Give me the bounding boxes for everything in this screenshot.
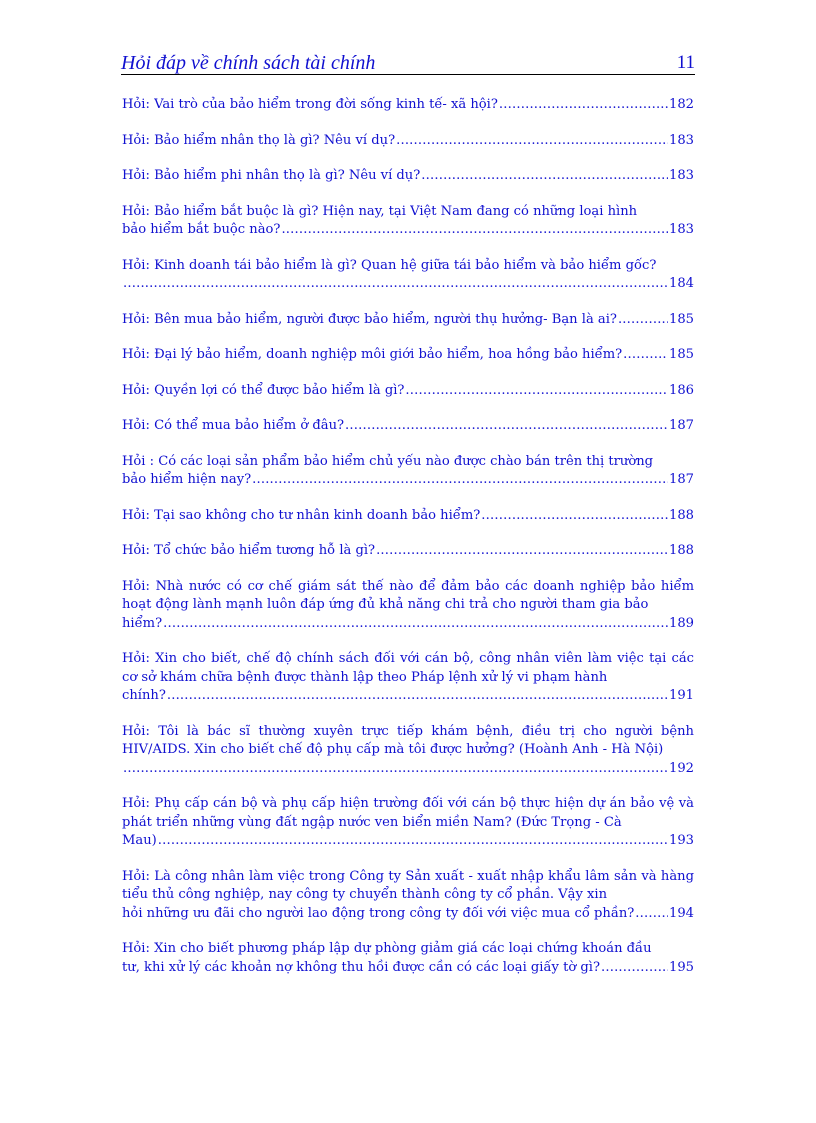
dot-leader: [481, 507, 668, 526]
toc-entry[interactable]: [122, 795, 694, 851]
toc-entry[interactable]: [122, 96, 694, 115]
toc-entry-text: bảo hiểm bắt buộc nào?: [122, 222, 281, 237]
header-title: Hỏi đáp về chính sách tài chính: [121, 52, 376, 74]
dot-leader: [163, 615, 668, 634]
toc-page-number: 194: [669, 905, 694, 921]
toc-entry-line: [122, 132, 694, 151]
toc-page-number: 191: [669, 688, 694, 703]
toc-entry[interactable]: [122, 507, 694, 526]
toc-page-number: 187: [669, 418, 694, 433]
toc-entry[interactable]: [122, 868, 694, 924]
toc-entry-line: [122, 221, 694, 240]
toc-entry[interactable]: [122, 650, 694, 706]
toc-entry-text: Hỏi: Bên mua bảo hiểm, người được bảo hiểm, người thụ hưởng- Bạn là ai?: [122, 311, 617, 327]
toc-page-number: 183: [669, 222, 694, 237]
dot-leader: [635, 905, 668, 924]
toc-entry-text: Hỏi: Bảo hiểm bắt buộc là gì? Hiện nay, tại Việt Nam đang có những loại hình: [122, 203, 638, 219]
toc-page-number: 185: [669, 311, 694, 327]
dot-leader: [252, 471, 668, 490]
toc-entry-line: [122, 832, 694, 851]
toc-entry-text: bảo hiểm hiện nay?: [122, 472, 252, 487]
toc-entry[interactable]: [122, 578, 694, 634]
toc-page-number: 188: [669, 543, 694, 558]
toc-entry[interactable]: [122, 417, 694, 436]
toc-entry-text: Hỏi: Là công nhân làm việc trong Công ty Sản xuất - xuất nhập khẩu lâm sản và hàng tiểu thủ công nghiệp, nay công ty chuyển thành công ty cổ phần. Vậy xin: [122, 868, 694, 902]
dot-leader: [376, 542, 668, 561]
toc-entry-line: [122, 275, 694, 294]
toc-page-number: 183: [669, 168, 694, 183]
toc-entry-line: [122, 687, 694, 706]
toc-entry[interactable]: [122, 346, 694, 365]
header-page-number: 11: [676, 52, 695, 73]
toc-page-number: 183: [669, 132, 694, 148]
toc-entry-line: [122, 382, 694, 401]
toc-entry-text: Hỏi: Tại sao không cho tư nhân kinh doanh bảo hiểm?: [122, 507, 481, 523]
dot-leader: [123, 275, 668, 294]
toc-entry[interactable]: [122, 203, 694, 240]
toc-entry-text: Hỏi: Tổ chức bảo hiểm tương hỗ là gì?: [122, 543, 376, 558]
dot-leader: [281, 221, 668, 240]
toc-entry-text: hiểm?: [122, 615, 163, 631]
dot-leader: [618, 311, 668, 330]
toc-entry-text: Mau): [122, 833, 157, 848]
toc-entry-text: Hỏi: Đại lý bảo hiểm, doanh nghiệp môi giới bảo hiểm, hoa hồng bảo hiểm?: [122, 347, 623, 362]
toc-page-number: 182: [669, 97, 694, 112]
toc-page-number: 189: [669, 615, 694, 631]
toc-entry-text: Hỏi : Có các loại sản phẩm bảo hiểm chủ yếu nào được chào bán trên thị trường: [122, 453, 654, 469]
toc-entry-line: [122, 507, 694, 526]
toc-entry-text: Hỏi: Nhà nước có cơ chế giám sát thế nào để đảm bảo các doanh nghiệp bảo hiểm hoạt động lành mạnh luôn đáp ứng đủ khả năng chi trả cho người tham gia bảo: [122, 578, 694, 612]
toc-entry[interactable]: [122, 723, 694, 779]
toc-page-number: 185: [669, 347, 694, 362]
toc-entry-text: Hỏi: Xin cho biết, chế độ chính sách đối với cán bộ, công nhân viên làm việc tại các cơ sở khám chữa bệnh được thành lập theo Pháp lệnh xử lý vi phạm hành: [122, 651, 694, 685]
toc-entry-text: Hỏi: Xin cho biết phương pháp lập dự phòng giảm giá các loại chứng khoán đầu: [122, 941, 652, 956]
toc-page-number: 184: [669, 276, 694, 291]
toc-entry-line: [122, 471, 694, 490]
toc-entry-line: [122, 96, 694, 115]
toc-entry-line: [122, 417, 694, 436]
toc-entry-text: Hỏi: Quyền lợi có thể được bảo hiểm là gì?: [122, 382, 405, 398]
dot-leader: [405, 382, 668, 401]
toc-page-number: 188: [669, 507, 694, 523]
toc-page-number: 193: [669, 833, 694, 848]
toc-page-number: 192: [669, 760, 694, 776]
toc-entry-text: chính?: [122, 688, 166, 703]
toc-entry-text: Hỏi: Kinh doanh tái bảo hiểm là gì? Quan hệ giữa tái bảo hiểm và bảo hiểm gốc?: [122, 257, 657, 273]
toc-entry-line: [122, 615, 694, 634]
toc-page-number: 187: [669, 472, 694, 487]
toc-entry-text: Hỏi: Phụ cấp cán bộ và phụ cấp hiện trường đối với cán bộ thực hiện dự án bảo vệ và phát triển những vùng đất ngập nước ven biển miền Nam? (Đức Trọng - Cà: [122, 796, 694, 830]
running-header: [121, 50, 695, 75]
toc-entry-text: Hỏi: Bảo hiểm nhân thọ là gì? Nêu ví dụ?: [122, 132, 396, 148]
toc-entry-line: [122, 311, 694, 330]
dot-leader: [123, 760, 668, 779]
dot-leader: [396, 132, 668, 151]
dot-leader: [499, 96, 668, 115]
toc-entry-line: [122, 542, 694, 561]
toc-entry[interactable]: [122, 940, 694, 977]
toc-entry-line: [122, 760, 694, 779]
toc-entry-text: hỏi những ưu đãi cho người lao động trong công ty đối với việc mua cổ phần?: [122, 905, 635, 921]
toc-entry[interactable]: [122, 453, 694, 490]
table-of-contents: [122, 96, 694, 994]
toc-entry-text: Hỏi: Bảo hiểm phi nhân thọ là gì? Nêu ví dụ?: [122, 168, 421, 183]
toc-entry-line: [122, 905, 694, 924]
toc-entry[interactable]: [122, 132, 694, 151]
toc-entry[interactable]: [122, 311, 694, 330]
toc-entry[interactable]: [122, 382, 694, 401]
toc-entry-line: [122, 959, 694, 978]
toc-page-number: 195: [669, 959, 694, 975]
dot-leader: [345, 417, 668, 436]
dot-leader: [601, 959, 668, 978]
toc-entry[interactable]: [122, 167, 694, 186]
toc-entry-text: Hỏi: Có thể mua bảo hiểm ở đâu?: [122, 418, 345, 433]
toc-entry-text: tư, khi xử lý các khoản nợ không thu hồi được cần có các loại giấy tờ gì?: [122, 959, 600, 975]
dot-leader: [158, 832, 668, 851]
dot-leader: [421, 167, 668, 186]
dot-leader: [167, 687, 668, 706]
toc-entry-text: Hỏi: Tôi là bác sĩ thường xuyên trực tiếp khám bệnh, điều trị cho người bệnh HIV/AIDS. Xin cho biết chế độ phụ cấp mà tôi được hưởng? (Hoành Anh - Hà Nội): [122, 723, 694, 757]
dot-leader: [623, 346, 668, 365]
toc-entry-text: Hỏi: Vai trò của bảo hiểm trong đời sống kinh tế- xã hội?: [122, 97, 498, 112]
toc-page-number: 186: [669, 382, 694, 398]
toc-entry-line: [122, 346, 694, 365]
toc-entry[interactable]: [122, 542, 694, 561]
toc-entry[interactable]: [122, 257, 694, 294]
toc-entry-line: [122, 167, 694, 186]
